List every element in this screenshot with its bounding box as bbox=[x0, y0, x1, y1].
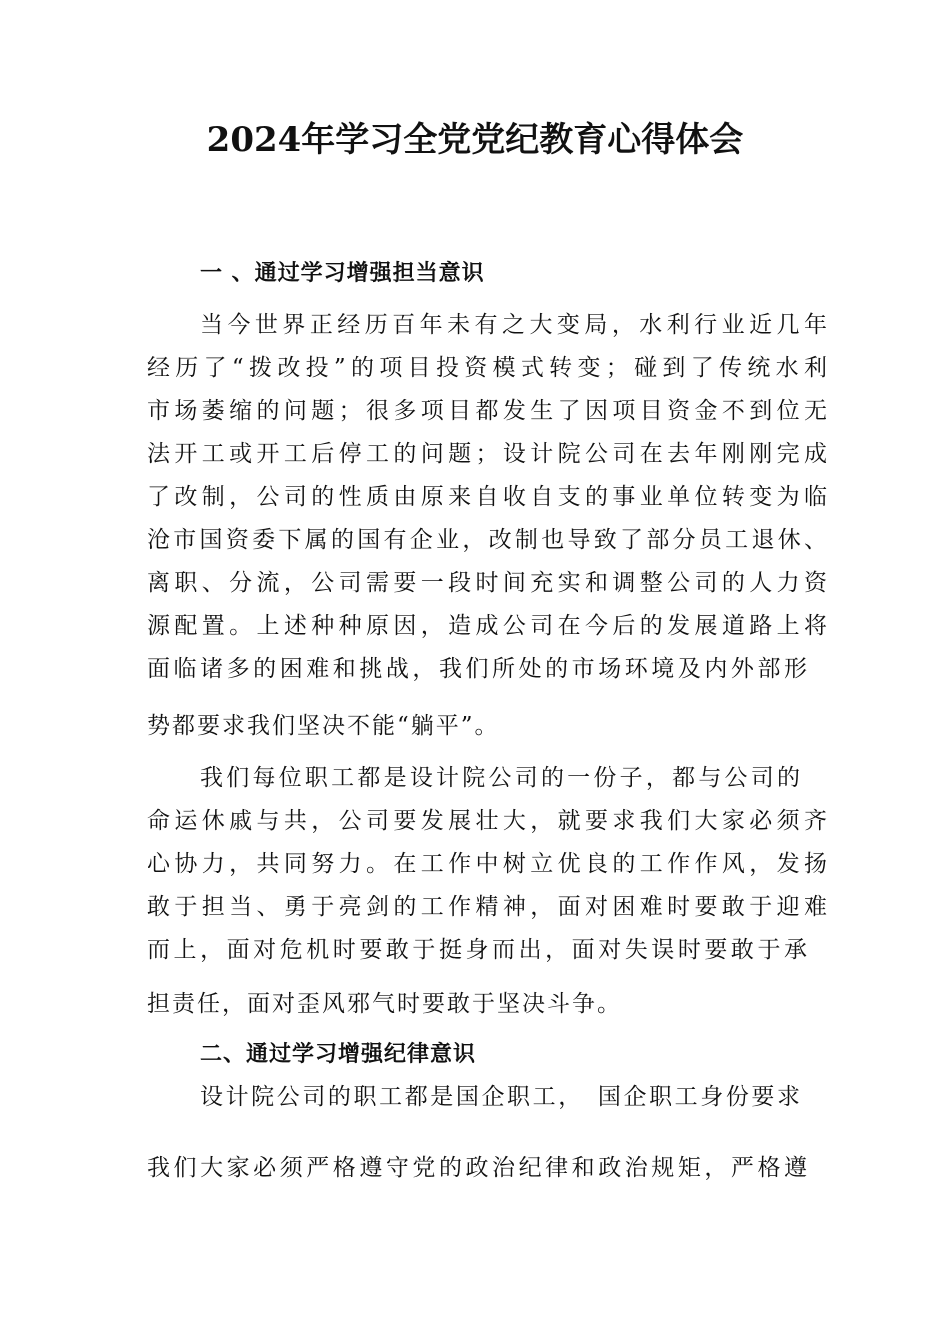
paragraph-line: 我们大家必须严格遵守党的政治纪律和政治规矩，严格遵 bbox=[147, 1155, 807, 1181]
paragraph-line: 市场萎缩的问题；很多项目都发生了因项目资金不到位无 bbox=[147, 398, 827, 424]
paragraph-line: 势都要求我们坚决不能“躺平”。 bbox=[147, 713, 500, 739]
paragraph-line: 源配置。上述种种原因，造成公司在今后的发展道路上将 bbox=[147, 613, 827, 639]
paragraph-line: 敢于担当、勇于亮剑的工作精神，面对困难时要敢于迎难 bbox=[147, 894, 827, 920]
paragraph-line: 命运休戚与共，公司要发展壮大，就要求我们大家必须齐 bbox=[147, 808, 827, 834]
paragraph-line: 离职、分流，公司需要一段时间充实和调整公司的人力资 bbox=[147, 570, 827, 596]
section-heading-1: 一 、通过学习增强担当意识 bbox=[200, 260, 485, 286]
paragraph-line: 经历了“拨改投”的项目投资模式转变；碰到了传统水利 bbox=[147, 355, 827, 381]
paragraph-line: 心协力，共同努力。在工作中树立优良的工作作风，发扬 bbox=[147, 851, 827, 877]
document-title: 2024年学习全党党纪教育心得体会 bbox=[206, 120, 744, 160]
paragraph-line: 当今世界正经历百年未有之大变局，水利行业近几年 bbox=[200, 312, 827, 338]
paragraph-line: 了改制，公司的性质由原来自收自支的事业单位转变为临 bbox=[147, 484, 827, 510]
paragraph-line: 担责任，面对歪风邪气时要敢于坚决斗争。 bbox=[147, 991, 622, 1017]
paragraph-line: 而上，面对危机时要敢于挺身而出，面对失误时要敢于承 bbox=[147, 937, 807, 963]
paragraph-line: 设计院公司的职工都是国企职工， 国企职工身份要求 bbox=[200, 1084, 800, 1110]
section-heading-2: 二、通过学习增强纪律意识 bbox=[200, 1041, 477, 1067]
paragraph-line: 法开工或开工后停工的问题；设计院公司在去年刚刚完成 bbox=[147, 441, 827, 467]
paragraph-line: 沧市国资委下属的国有企业，改制也导致了部分员工退休、 bbox=[147, 527, 827, 553]
paragraph-line: 面临诸多的困难和挑战，我们所处的市场环境及内外部形 bbox=[147, 656, 807, 682]
paragraph-line: 我们每位职工都是设计院公司的一份子，都与公司的 bbox=[200, 765, 800, 791]
